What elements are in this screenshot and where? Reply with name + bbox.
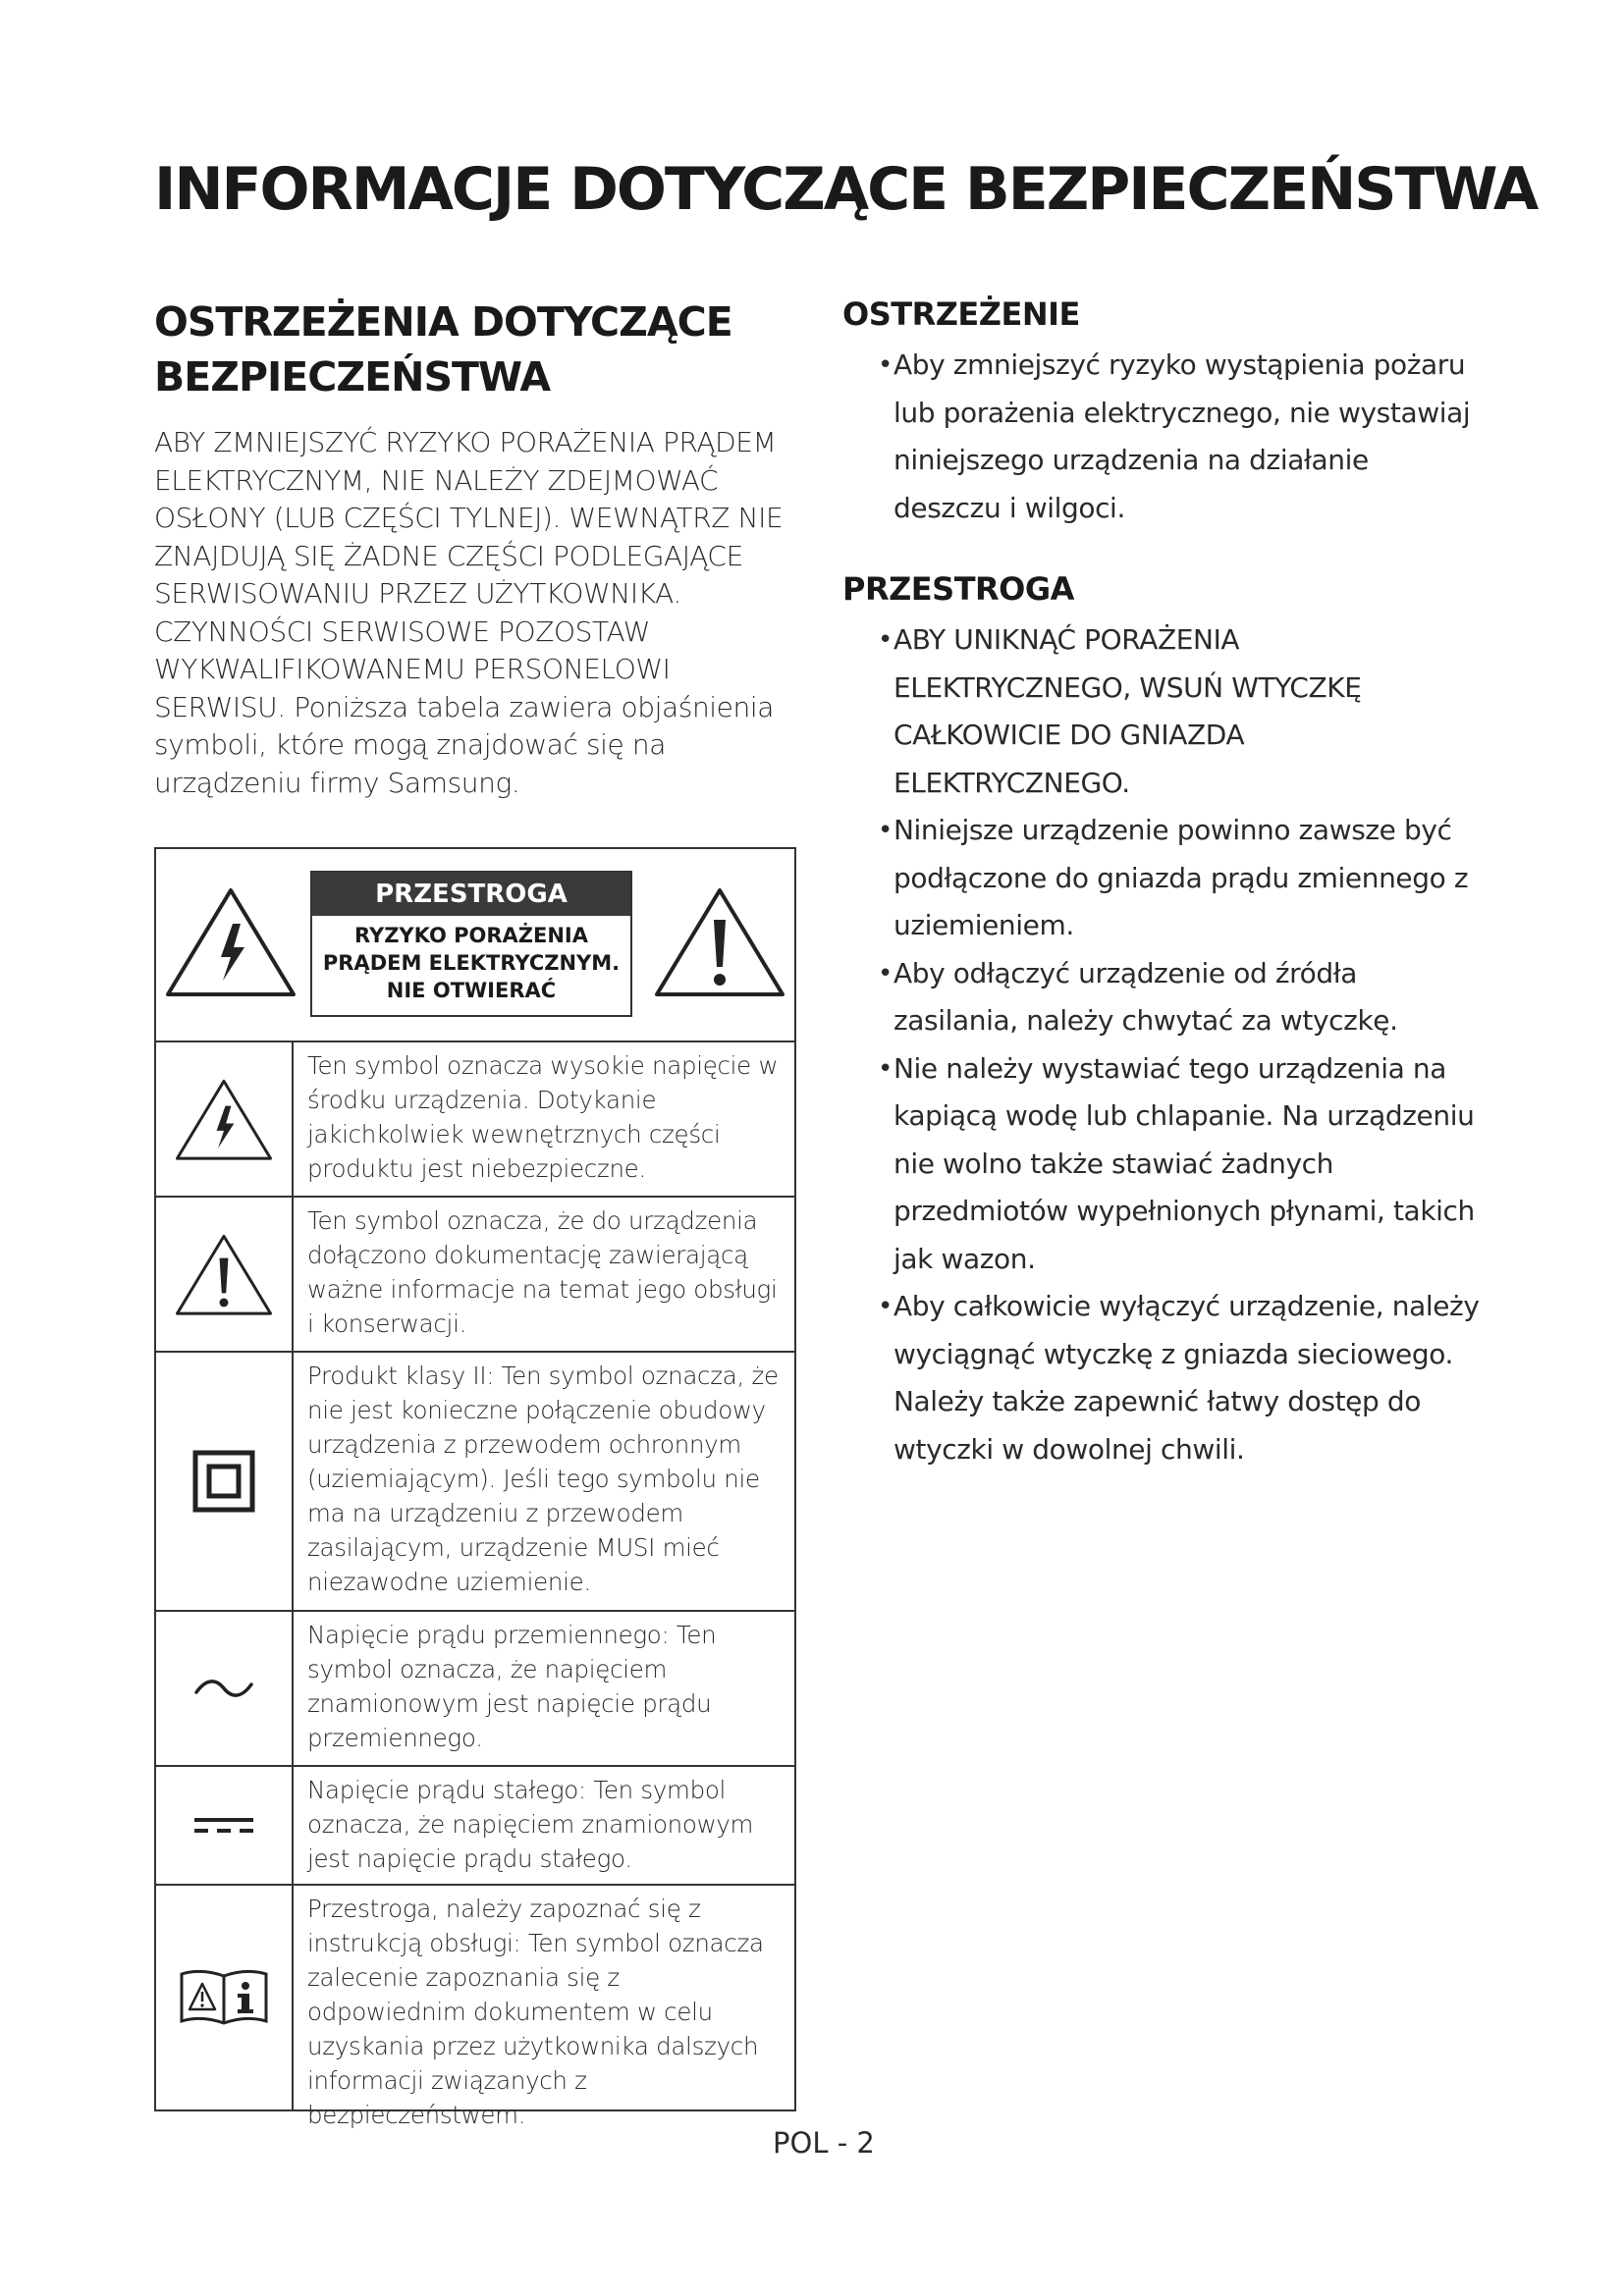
intro-upper-text: ABY ZMNIEJSZYĆ RYZYKO PORAŻENIA PRĄDEM ELEKTRYCZNYM, NIE NALEŻY ZDEJMOWAĆ OSŁONY (LUB CZĘŚCI TYLNEJ). WEWNĄTRZ NIE ZNAJDUJĄ SIĘ ŻADNE CZĘŚCI PODLEGAJĄCE SERWISOWANIU PRZEZ UŻYTKOWNIKA. CZYNNOŚCI SERWISOWE POZOSTAW WYKWALIFIKOWANEMU PERSONELOWI SERWISU. [154, 426, 784, 723]
symbol-row-ac-voltage [156, 1612, 794, 1767]
bullet-icon: • [878, 816, 893, 845]
list-item-text: Aby całkowicie wyłączyć urządzenie, należy wyciągnąć wtyczkę z gniazda sieciowego. Należy także zapewnić łatwy dostęp do wtyczki w dowolnej chwili. [893, 1290, 1480, 1466]
symbol-description: Produkt klasy II: Ten symbol oznacza, że nie jest konieczne połączenie obudowy urządzenia z przewodem ochronnym (uziemiającym). Jeśli tego symbolu nie ma na urządzeniu z przewodem zasilającym, urządzenie MUSI mieć niezawodne uziemienie. [307, 1362, 779, 1596]
symbol-cell [156, 1886, 294, 2109]
symbol-table [154, 847, 796, 2129]
section-title-line1: OSTRZEŻENIA DOTYCZĄCE [154, 298, 732, 346]
symbol-description: Ten symbol oznacza, że do urządzenia dołączono dokumentację zawierającą ważne informacje na temat jego obsługi i konserwacji. [307, 1206, 778, 1338]
exclamation-triangle-icon [173, 1230, 275, 1318]
list-item-text: ABY UNIKNĄĆ PORAŻENIA ELEKTRYCZNEGO, WSUŃ WTYCZKĘ CAŁKOWICIE DO GNIAZDA ELEKTRYCZNEGO. [893, 623, 1362, 799]
warning-list [842, 342, 1481, 532]
high-voltage-icon [173, 1075, 275, 1163]
list-item-text: Nie należy wystawiać tego urządzenia na kapiącą wodę lub chlapanie. Na urządzeniu nie wolno także stawiać żadnych przedmiotów wypełnionych płynami, takich jak wazon. [893, 1051, 1475, 1275]
manual-info-icon [178, 1966, 270, 2029]
intro-paragraph [154, 424, 792, 802]
page-title: INFORMACJE DOTYCZĄCE BEZPIECZEŃSTWA [154, 155, 1538, 224]
symbol-cell [156, 1767, 294, 1884]
bullet-icon: • [878, 958, 893, 988]
list-item [842, 342, 1481, 532]
dc-voltage-icon [192, 1814, 255, 1838]
symbol-cell [156, 1198, 294, 1351]
list-item [842, 1283, 1481, 1473]
symbol-row-class-ii [156, 1353, 794, 1612]
left-column [154, 294, 792, 802]
warning-label-line2: PRĄDEM ELEKTRYCZNYM. [322, 951, 621, 975]
caution-list [842, 616, 1481, 1473]
right-column [842, 293, 1481, 1473]
symbol-cell [156, 1353, 294, 1610]
list-item [842, 950, 1481, 1045]
symbol-cell [156, 1612, 294, 1765]
warning-label-body [312, 916, 630, 1004]
list-item-text: Aby zmniejszyć ryzyko wystąpienia pożaru lub porażenia elektrycznego, nie wystawiaj niniejszego urządzenia na działanie deszczu i wilgoci. [893, 348, 1471, 524]
symbol-description: Przestroga, należy zapoznać się z instrukcją obsługi: Ten symbol oznacza zalecenie zapoznania się z odpowiednim dokumentem w celu uzyskania przez użytkownika dalszych informacji związanych z bezpieczeństwem. [307, 1895, 764, 2129]
bullet-icon: • [878, 1292, 893, 1321]
symbol-cell [156, 1042, 294, 1196]
high-voltage-icon [162, 882, 299, 1000]
symbol-row-dc-voltage [156, 1767, 794, 1886]
bullet-icon: • [878, 625, 893, 655]
section-title-safety-warnings [154, 294, 792, 404]
intro-rest-text: Poniższa tabela zawiera objaśnienia symboli, które mogą znajdować się na urządzeniu firmy Samsung. [154, 690, 774, 799]
caution-heading: PRZESTROGA [842, 570, 1074, 608]
symbol-description: Ten symbol oznacza wysokie napięcie w środku urządzenia. Dotykanie jakichkolwiek wewnętrznych części produktu jest niebezpieczne. [307, 1051, 779, 1183]
bullet-icon: • [878, 1053, 893, 1084]
symbol-row-read-manual [156, 1886, 794, 2129]
warning-label-row [156, 849, 794, 1042]
warning-heading: OSTRZEŻENIE [842, 295, 1080, 333]
page-number: POL - 2 [773, 2126, 875, 2160]
list-item-text: Aby odłączyć urządzenie od źródła zasilania, należy chwytać za wtyczkę. [893, 956, 1398, 1037]
list-item [842, 807, 1481, 950]
list-item [842, 616, 1481, 807]
bullet-icon: • [878, 350, 893, 380]
ac-voltage-icon [192, 1677, 255, 1700]
symbol-description: Napięcie prądu stałego: Ten symbol oznacza, że napięciem znamionowym jest napięcie prądu stałego. [307, 1776, 754, 1873]
section-title-line2: BEZPIECZEŃSTWA [154, 353, 551, 400]
list-item-text: Niniejsze urządzenie powinno zawsze być podłączone do gniazda prądu zmiennego z uziemieniem. [893, 814, 1469, 941]
list-item [842, 1045, 1481, 1284]
warning-label-box [310, 871, 632, 1017]
symbol-row-important-info [156, 1198, 794, 1353]
warning-label-header: PRZESTROGA [312, 873, 630, 916]
warning-label-line1: RYZYKO PORAŻENIA [353, 924, 589, 947]
class-ii-icon [192, 1450, 255, 1513]
symbol-description: Napięcie prądu przemiennego: Ten symbol oznacza, że napięciem znamionowym jest napięcie prądu przemiennego. [307, 1621, 717, 1752]
warning-label-line3: NIE OTWIERAĆ [386, 979, 557, 1002]
symbol-row-high-voltage [156, 1042, 794, 1198]
exclamation-triangle-icon [651, 882, 788, 1000]
